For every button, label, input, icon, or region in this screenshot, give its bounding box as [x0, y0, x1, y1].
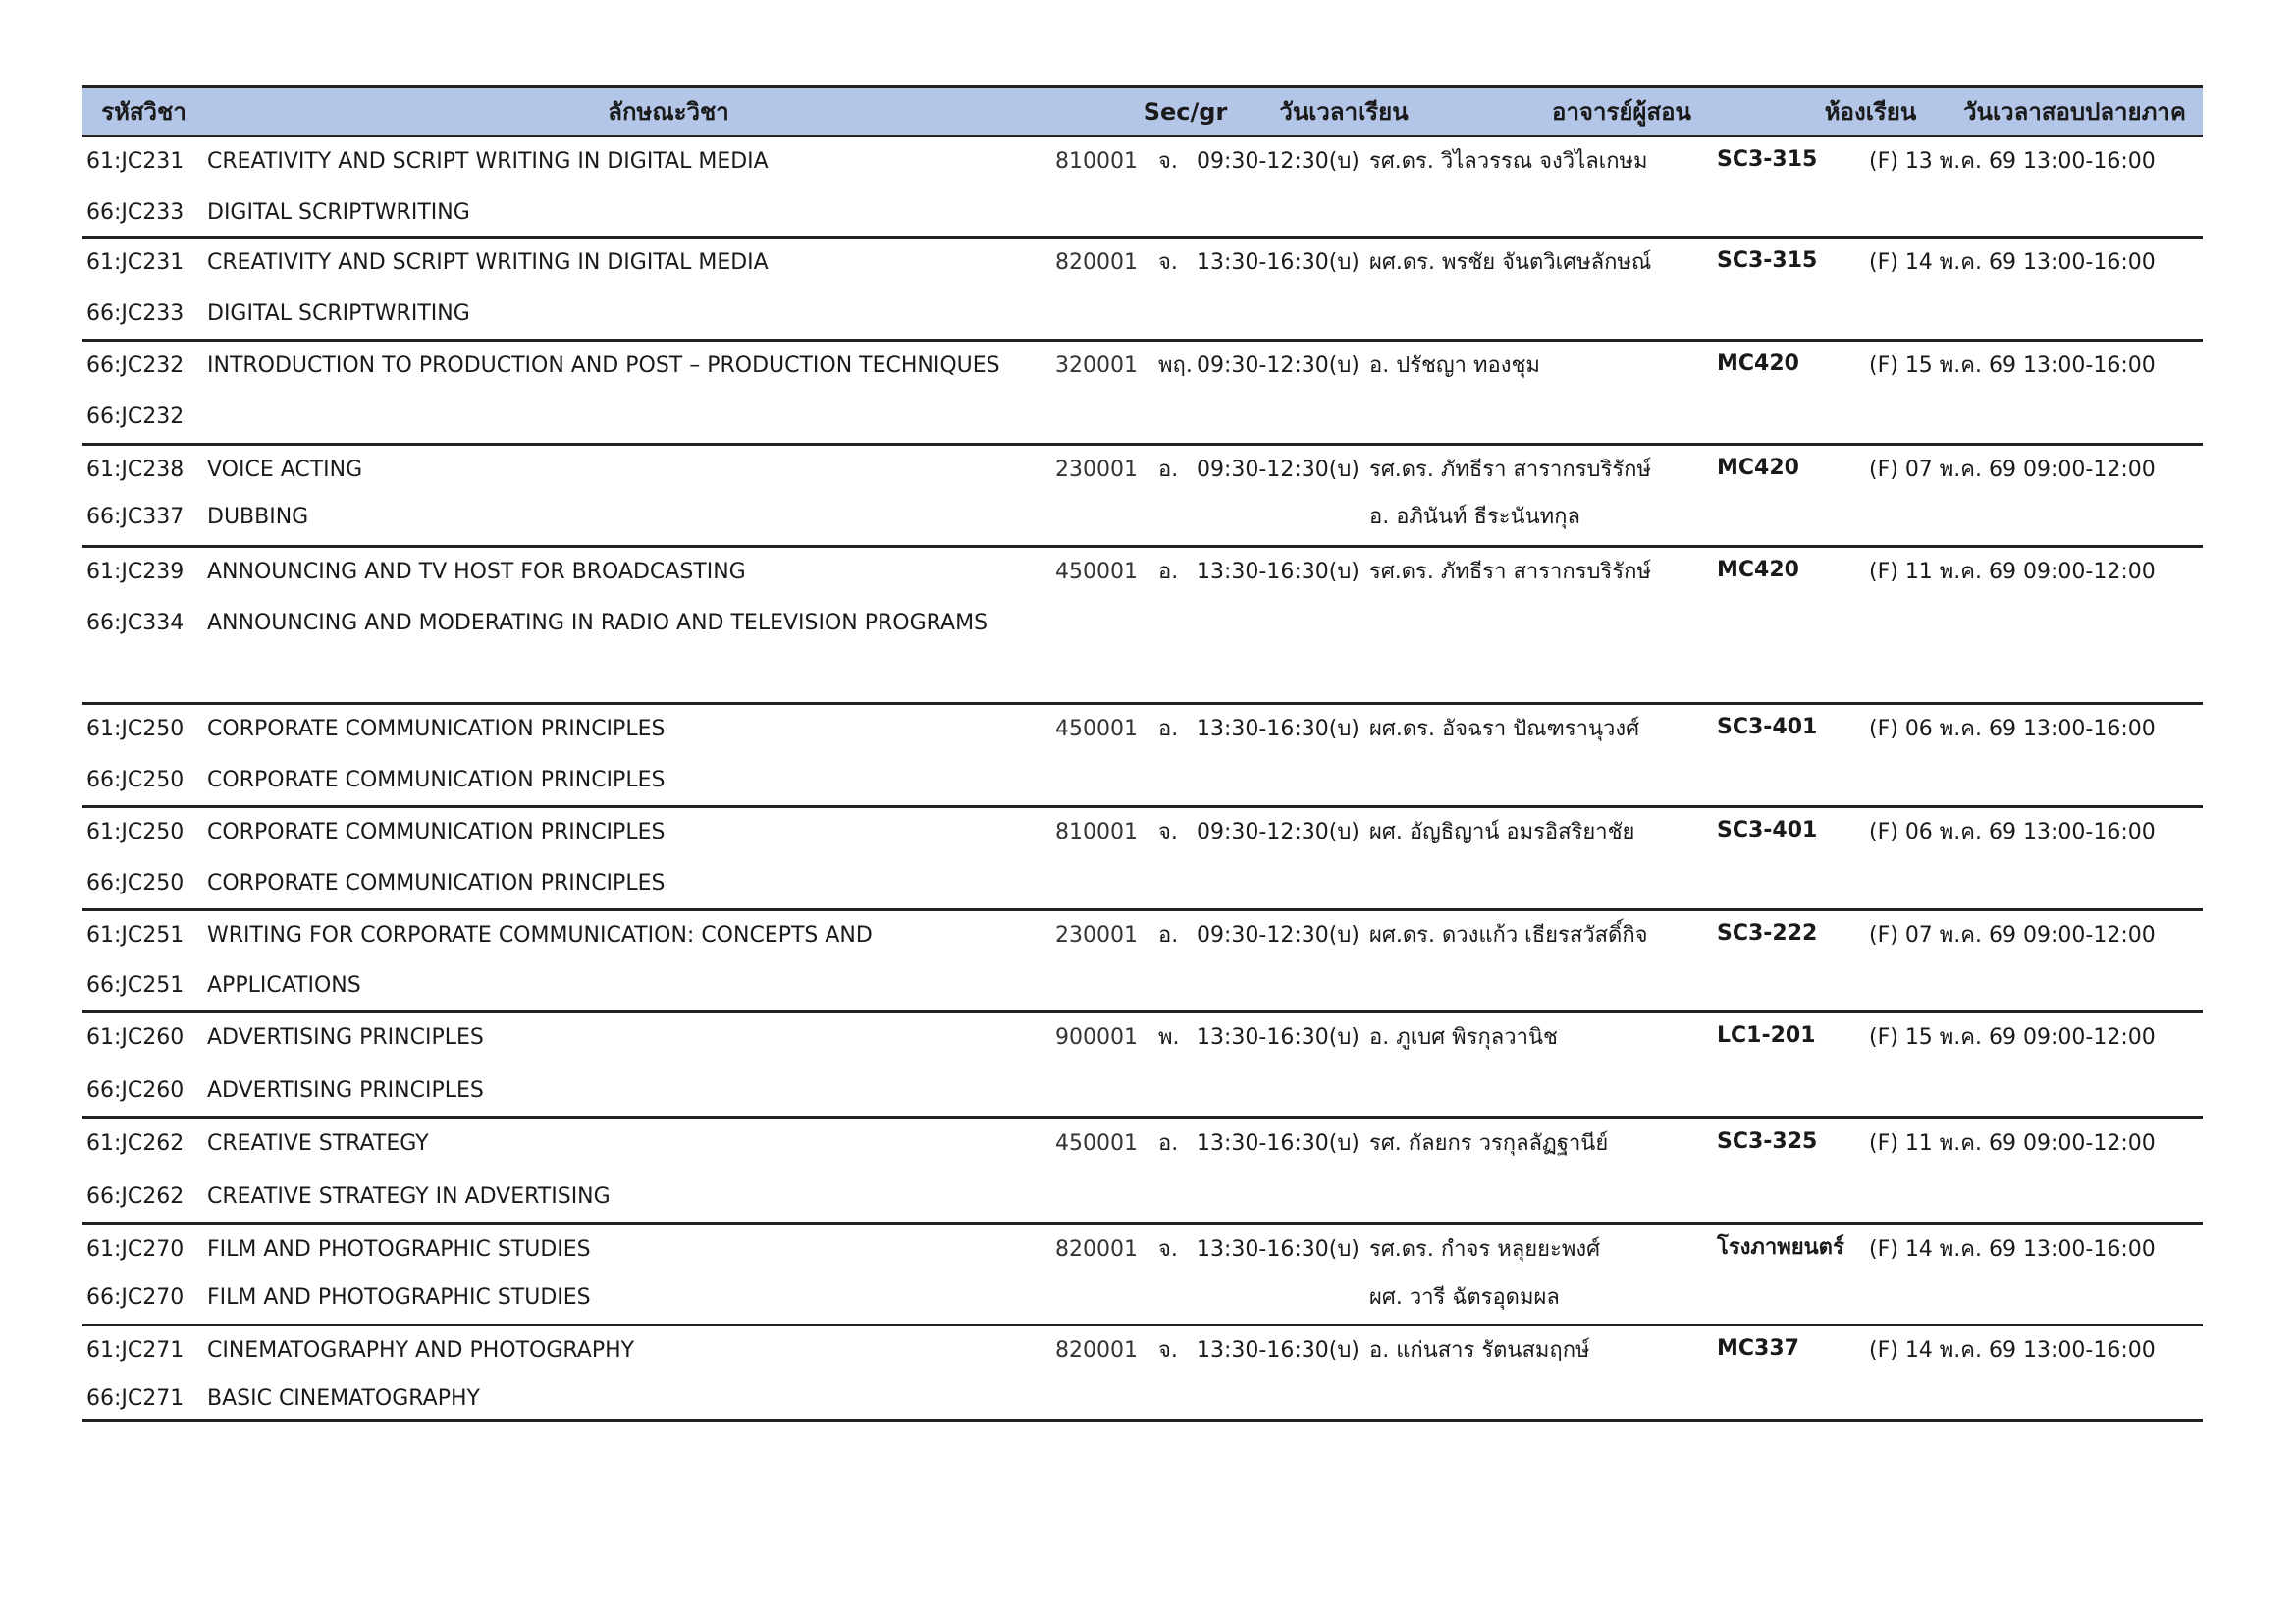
table-row [82, 137, 2203, 239]
final-exam-datetime: (F) 14 พ.ค. 69 13:00-16:00 [1869, 1338, 2156, 1363]
room: LC1-201 [1717, 1023, 1816, 1048]
final-exam-datetime: (F) 15 พ.ค. 69 13:00-16:00 [1869, 353, 2156, 378]
course-title-alt: CREATIVE STRATEGY IN ADVERTISING [207, 1184, 611, 1209]
room: SC3-325 [1717, 1129, 1818, 1154]
final-exam-datetime: (F) 14 พ.ค. 69 13:00-16:00 [1869, 250, 2156, 275]
room: MC420 [1717, 352, 1799, 376]
class-day: อ. [1158, 717, 1179, 741]
class-time: 13:30-16:30(บ) [1197, 250, 1360, 275]
section-number: 450001 [1055, 717, 1138, 741]
table-row [82, 548, 2203, 705]
final-exam-datetime: (F) 11 พ.ค. 69 09:00-12:00 [1869, 1131, 2156, 1156]
course-code-alt: 66:JC262 [86, 1184, 185, 1209]
course-code: 61:JC238 [86, 458, 185, 482]
class-day: จ. [1158, 1338, 1178, 1363]
course-title: FILM AND PHOTOGRAPHIC STUDIES [207, 1237, 591, 1262]
class-time: 13:30-16:30(บ) [1197, 1131, 1360, 1156]
header-room: ห้องเรียน [1824, 98, 1917, 126]
course-title: ADVERTISING PRINCIPLES [207, 1025, 484, 1050]
room: SC3-401 [1717, 818, 1818, 842]
instructor-name: รศ.ดร. กำจร หลุยยะพงศ์ [1369, 1237, 1601, 1262]
course-title-alt: ADVERTISING PRINCIPLES [207, 1078, 484, 1103]
class-day: อ. [1158, 560, 1179, 584]
class-time: 13:30-16:30(บ) [1197, 1338, 1360, 1363]
class-time: 13:30-16:30(บ) [1197, 1025, 1360, 1050]
course-title: VOICE ACTING [207, 458, 363, 482]
room: โรงภาพยนตร์ [1717, 1235, 1844, 1260]
course-title-alt: DIGITAL SCRIPTWRITING [207, 301, 470, 326]
instructor-name: อ. ภูเบศ พิรกุลวานิช [1369, 1025, 1558, 1050]
final-exam-datetime: (F) 06 พ.ค. 69 13:00-16:00 [1869, 820, 2156, 844]
header-class-time: วันเวลาเรียน [1279, 98, 1409, 126]
room: MC420 [1717, 558, 1799, 582]
course-code-alt: 66:JC250 [86, 768, 185, 792]
class-time: 09:30-12:30(บ) [1197, 923, 1360, 947]
class-day: จ. [1158, 250, 1178, 275]
table-row [82, 911, 2203, 1013]
exam-schedule-table [82, 85, 2203, 1422]
final-exam-datetime: (F) 07 พ.ค. 69 09:00-12:00 [1869, 923, 2156, 947]
course-title: CORPORATE COMMUNICATION PRINCIPLES [207, 820, 666, 844]
course-code: 61:JC271 [86, 1338, 185, 1363]
final-exam-datetime: (F) 07 พ.ค. 69 09:00-12:00 [1869, 458, 2156, 482]
section-number: 820001 [1055, 1338, 1138, 1363]
table-row [82, 705, 2203, 808]
course-title-alt: BASIC CINEMATOGRAPHY [207, 1386, 480, 1411]
section-number: 450001 [1055, 560, 1138, 584]
instructor-name: ผศ. วารี ฉัตรอุดมผล [1369, 1285, 1560, 1310]
table-row [82, 1326, 2203, 1422]
course-code-alt: 66:JC233 [86, 200, 185, 225]
room: SC3-222 [1717, 921, 1818, 946]
header-course-title: ลักษณะวิชา [608, 98, 729, 126]
course-code-alt: 66:JC232 [86, 405, 185, 429]
course-title-alt: DUBBING [207, 505, 309, 529]
table-row [82, 446, 2203, 548]
instructor-name: อ. อภินันท์ ธีระนันทกุล [1369, 505, 1580, 529]
course-code: 61:JC270 [86, 1237, 185, 1262]
course-title: INTRODUCTION TO PRODUCTION AND POST – PRODUCTION TECHNIQUES [207, 353, 1000, 378]
course-code: 61:JC250 [86, 820, 185, 844]
class-day: พฤ. [1158, 353, 1193, 378]
instructor-name: ผศ.ดร. พรชัย จันตวิเศษลักษณ์ [1369, 250, 1652, 275]
class-time: 13:30-16:30(บ) [1197, 1237, 1360, 1262]
class-day: อ. [1158, 1131, 1179, 1156]
class-day: อ. [1158, 458, 1179, 482]
course-code: 61:JC260 [86, 1025, 185, 1050]
header-course-code: รหัสวิชา [101, 98, 187, 126]
room: SC3-315 [1717, 147, 1818, 172]
room: MC420 [1717, 456, 1799, 480]
table-row [82, 239, 2203, 342]
instructor-name: รศ.ดร. วิไลวรรณ จงวิไลเกษม [1369, 149, 1648, 174]
section-number: 320001 [1055, 353, 1138, 378]
course-title: WRITING FOR CORPORATE COMMUNICATION: CONCEPTS AND [207, 923, 873, 947]
section-number: 900001 [1055, 1025, 1138, 1050]
room: SC3-401 [1717, 715, 1818, 739]
course-title: CREATIVE STRATEGY [207, 1131, 429, 1156]
course-code-alt: 66:JC271 [86, 1386, 185, 1411]
course-title-alt: FILM AND PHOTOGRAPHIC STUDIES [207, 1285, 591, 1310]
course-title: CREATIVITY AND SCRIPT WRITING IN DIGITAL MEDIA [207, 250, 769, 275]
class-day: จ. [1158, 1237, 1178, 1262]
class-time: 13:30-16:30(บ) [1197, 717, 1360, 741]
final-exam-datetime: (F) 14 พ.ค. 69 13:00-16:00 [1869, 1237, 2156, 1262]
course-code: 61:JC231 [86, 250, 185, 275]
class-day: จ. [1158, 149, 1178, 174]
section-number: 450001 [1055, 1131, 1138, 1156]
course-code: 61:JC231 [86, 149, 185, 174]
course-title: ANNOUNCING AND TV HOST FOR BROADCASTING [207, 560, 746, 584]
table-row [82, 342, 2203, 446]
table-row [82, 1013, 2203, 1119]
final-exam-datetime: (F) 11 พ.ค. 69 09:00-12:00 [1869, 560, 2156, 584]
table-header [82, 85, 2203, 137]
instructor-name: รศ.ดร. ภัทธีรา สารากรบริรักษ์ [1369, 560, 1651, 584]
course-code: 61:JC250 [86, 717, 185, 741]
table-row [82, 808, 2203, 911]
course-title-alt: APPLICATIONS [207, 973, 361, 998]
instructor-name: ผศ.ดร. ดวงแก้ว เธียรสวัสดิ์กิจ [1369, 923, 1648, 947]
course-code-alt: 66:JC233 [86, 301, 185, 326]
table-body [82, 137, 2203, 1422]
instructor-name: รศ. กัลยกร วรกุลลัฏฐานีย์ [1369, 1131, 1609, 1156]
course-title-alt: ANNOUNCING AND MODERATING IN RADIO AND TELEVISION PROGRAMS [207, 611, 988, 635]
course-code-alt: 66:JC334 [86, 611, 185, 635]
course-code-alt: 66:JC251 [86, 973, 185, 998]
course-code-alt: 66:JC270 [86, 1285, 185, 1310]
course-title-alt: DIGITAL SCRIPTWRITING [207, 200, 470, 225]
class-day: จ. [1158, 820, 1178, 844]
course-code: 61:JC262 [86, 1131, 185, 1156]
class-day: อ. [1158, 923, 1179, 947]
instructor-name: อ. ปรัชญา ทองชุม [1369, 353, 1540, 378]
course-code: 66:JC232 [86, 353, 185, 378]
course-title: CORPORATE COMMUNICATION PRINCIPLES [207, 717, 666, 741]
section-number: 810001 [1055, 820, 1138, 844]
class-time: 09:30-12:30(บ) [1197, 458, 1360, 482]
room: SC3-315 [1717, 248, 1818, 273]
course-code-alt: 66:JC250 [86, 871, 185, 895]
header-final-exam: วันเวลาสอบปลายภาค [1963, 98, 2186, 126]
header-section: Sec/gr [1143, 97, 1228, 126]
course-title-alt: CORPORATE COMMUNICATION PRINCIPLES [207, 768, 666, 792]
section-number: 810001 [1055, 149, 1138, 174]
course-code: 61:JC251 [86, 923, 185, 947]
table-row [82, 1225, 2203, 1326]
course-title: CINEMATOGRAPHY AND PHOTOGRAPHY [207, 1338, 635, 1363]
course-code-alt: 66:JC260 [86, 1078, 185, 1103]
final-exam-datetime: (F) 06 พ.ค. 69 13:00-16:00 [1869, 717, 2156, 741]
course-code-alt: 66:JC337 [86, 505, 185, 529]
room: MC337 [1717, 1336, 1799, 1361]
course-code: 61:JC239 [86, 560, 185, 584]
section-number: 820001 [1055, 1237, 1138, 1262]
course-title: CREATIVITY AND SCRIPT WRITING IN DIGITAL MEDIA [207, 149, 769, 174]
final-exam-datetime: (F) 15 พ.ค. 69 09:00-12:00 [1869, 1025, 2156, 1050]
instructor-name: ผศ. อัญธิญาน์ อมรอิสริยาชัย [1369, 820, 1635, 844]
section-number: 230001 [1055, 458, 1138, 482]
class-time: 09:30-12:30(บ) [1197, 353, 1360, 378]
instructor-name: อ. แก่นสาร รัตนสมฤกษ์ [1369, 1338, 1590, 1363]
section-number: 230001 [1055, 923, 1138, 947]
class-day: พ. [1158, 1025, 1180, 1050]
table-row [82, 1119, 2203, 1225]
course-title-alt: CORPORATE COMMUNICATION PRINCIPLES [207, 871, 666, 895]
class-time: 13:30-16:30(บ) [1197, 560, 1360, 584]
class-time: 09:30-12:30(บ) [1197, 820, 1360, 844]
final-exam-datetime: (F) 13 พ.ค. 69 13:00-16:00 [1869, 149, 2156, 174]
section-number: 820001 [1055, 250, 1138, 275]
instructor-name: ผศ.ดร. อัจฉรา ปัณฑรานุวงศ์ [1369, 717, 1640, 741]
instructor-name: รศ.ดร. ภัทธีรา สารากรบริรักษ์ [1369, 458, 1651, 482]
header-instructor: อาจารย์ผู้สอน [1552, 98, 1691, 126]
class-time: 09:30-12:30(บ) [1197, 149, 1360, 174]
